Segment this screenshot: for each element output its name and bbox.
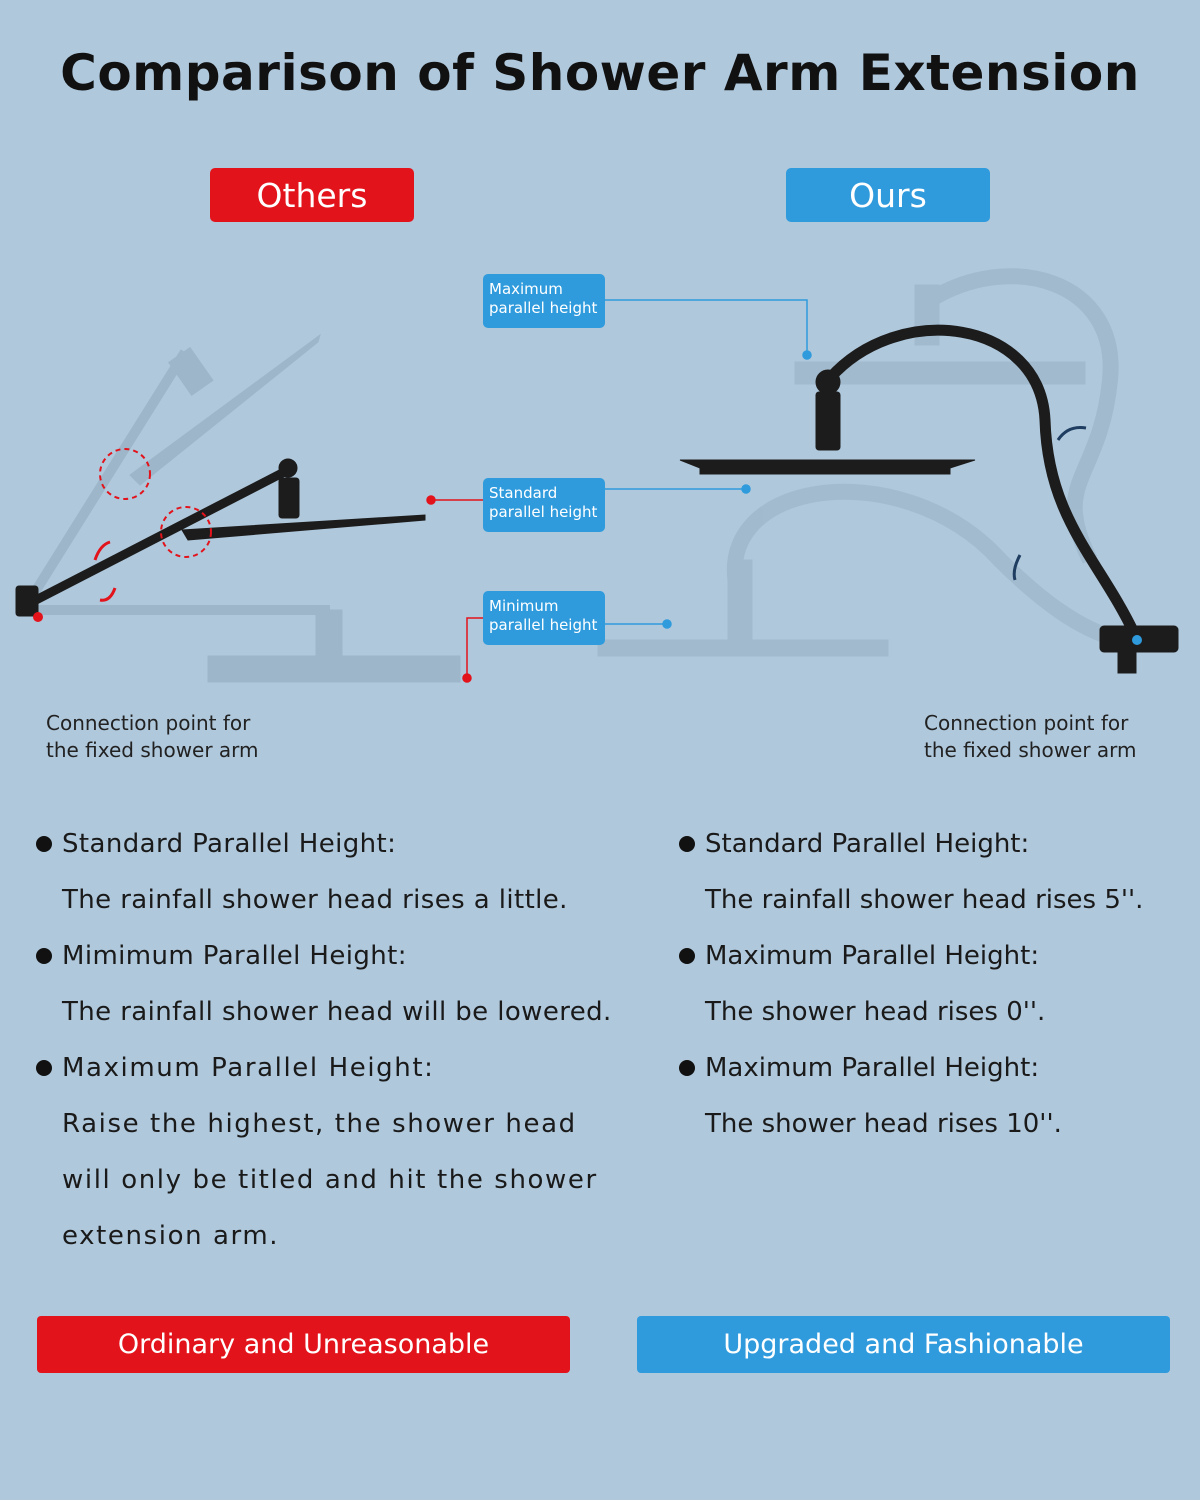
connection-note-left: Connection point for the fixed shower arm	[46, 711, 259, 762]
others-verdict-banner: Ordinary and Unreasonable	[37, 1316, 570, 1373]
ours-verdict-banner: Upgraded and Fashionable	[637, 1316, 1170, 1373]
point-text: will only be titled and hit the shower	[62, 1165, 598, 1195]
point-text: The shower head rises 10''.	[705, 1109, 1062, 1139]
point-text: The shower head rises 0''.	[705, 997, 1046, 1027]
callout-minimum: Minimum parallel height	[483, 591, 605, 645]
point-heading: Maximum Parallel Height:	[679, 1046, 1143, 1102]
others-max-ghost	[30, 335, 320, 600]
point-text: The rainfall shower head rises a little.	[62, 885, 568, 915]
point-text: extension arm.	[62, 1221, 280, 1251]
callout-maximum: Maximum parallel height	[483, 274, 605, 328]
point-text: The rainfall shower head rises 5''.	[705, 885, 1144, 915]
point-text: The rainfall shower head will be lowered.	[62, 997, 612, 1027]
callout-standard: Standard parallel height	[483, 478, 605, 532]
ours-ghost-low	[598, 492, 1120, 656]
others-tag: Others	[210, 168, 414, 222]
ours-points	[679, 822, 1143, 1158]
page-title: Comparison of Shower Arm Extension	[60, 44, 1140, 102]
others-min-ghost	[30, 610, 460, 682]
point-heading: Maximum Parallel Height:	[36, 1046, 612, 1102]
ours-tag: Ours	[786, 168, 990, 222]
point-text: Raise the highest, the shower head	[62, 1109, 577, 1139]
point-heading: Standard Parallel Height:	[36, 822, 612, 878]
point-heading: Standard Parallel Height:	[679, 822, 1143, 878]
connection-note-right: Connection point for the fixed shower arm	[924, 711, 1137, 762]
point-heading: Mimimum Parallel Height:	[36, 934, 612, 990]
others-points	[36, 822, 612, 1270]
point-heading: Maximum Parallel Height:	[679, 934, 1143, 990]
others-arm	[16, 459, 425, 616]
